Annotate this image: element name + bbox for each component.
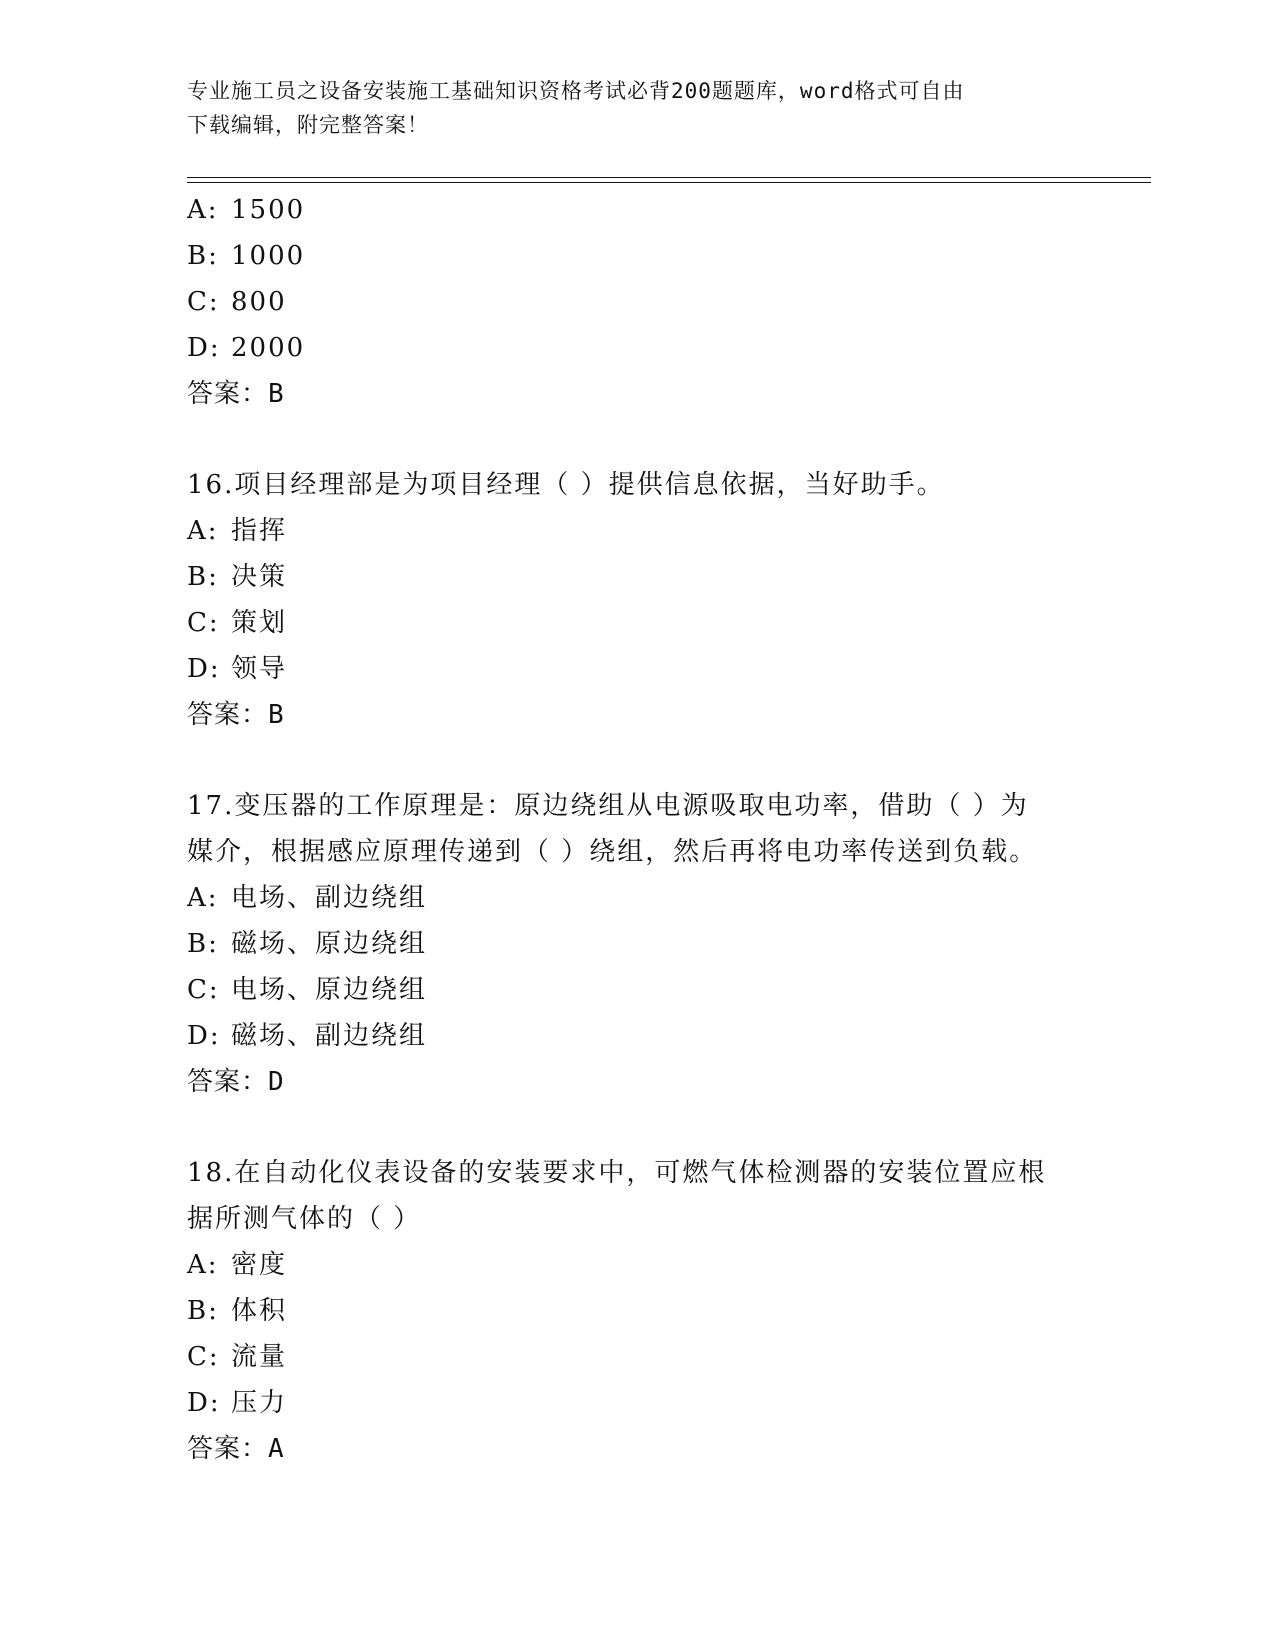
option-text: 1500 bbox=[231, 195, 306, 225]
question-17 bbox=[187, 783, 1087, 1105]
option-a bbox=[187, 875, 1087, 921]
option-key: C: bbox=[187, 975, 220, 1005]
document-header bbox=[187, 74, 1067, 142]
question-stem: 16.项目经理部是为项目经理（ ）提供信息依据，当好助手。 bbox=[187, 470, 945, 500]
answer-line: 答案：B bbox=[187, 700, 285, 730]
option-b bbox=[187, 233, 1087, 279]
header-line-1: 专业施工员之设备安装施工基础知识资格考试必背200题题库，word格式可自由 bbox=[187, 79, 965, 103]
option-d bbox=[187, 646, 1087, 692]
spacer bbox=[187, 738, 1087, 783]
option-text: 策划 bbox=[231, 608, 288, 638]
option-text: 决策 bbox=[231, 562, 288, 592]
option-text: 压力 bbox=[231, 1388, 288, 1418]
question-16 bbox=[187, 462, 1087, 738]
answer-line: 答案：A bbox=[187, 1434, 285, 1464]
option-key: B: bbox=[187, 929, 219, 959]
option-b bbox=[187, 554, 1087, 600]
header-line-2: 下载编辑，附完整答案！ bbox=[187, 113, 429, 137]
option-text: 流量 bbox=[231, 1342, 288, 1372]
option-d bbox=[187, 325, 1087, 371]
option-text: 领导 bbox=[231, 654, 288, 684]
question-18 bbox=[187, 1150, 1087, 1472]
question-list bbox=[187, 187, 1087, 1472]
answer-line: 答案：D bbox=[187, 1067, 285, 1097]
option-key: D: bbox=[187, 1388, 221, 1418]
option-c bbox=[187, 279, 1087, 325]
option-text: 2000 bbox=[231, 333, 306, 363]
option-key: A: bbox=[187, 516, 219, 546]
option-text: 电场、原边绕组 bbox=[231, 975, 428, 1005]
option-d bbox=[187, 1013, 1087, 1059]
option-key: A: bbox=[187, 195, 219, 225]
option-key: A: bbox=[187, 883, 219, 913]
answer-line: 答案：B bbox=[187, 379, 285, 409]
option-key: D: bbox=[187, 654, 221, 684]
option-key: B: bbox=[187, 1296, 219, 1326]
option-key: B: bbox=[187, 241, 219, 271]
spacer bbox=[187, 417, 1087, 462]
question-stem-line-1: 18.在自动化仪表设备的安装要求中，可燃气体检测器的安装位置应根 bbox=[187, 1158, 1047, 1188]
header-divider-bottom bbox=[187, 182, 1151, 183]
option-key: C: bbox=[187, 287, 220, 317]
option-key: B: bbox=[187, 562, 219, 592]
option-c bbox=[187, 967, 1087, 1013]
question-stem-line-1: 17.变压器的工作原理是：原边绕组从电源吸取电功率，借助（ ）为 bbox=[187, 791, 1029, 821]
option-a bbox=[187, 1242, 1087, 1288]
option-text: 指挥 bbox=[231, 516, 288, 546]
option-d bbox=[187, 1380, 1087, 1426]
option-text: 1000 bbox=[231, 241, 306, 271]
question-15 bbox=[187, 187, 1087, 417]
option-key: C: bbox=[187, 608, 220, 638]
header-divider-top bbox=[187, 177, 1151, 178]
option-key: D: bbox=[187, 333, 221, 363]
spacer bbox=[187, 1105, 1087, 1150]
option-key: C: bbox=[187, 1342, 220, 1372]
option-text: 密度 bbox=[231, 1250, 288, 1280]
option-a bbox=[187, 187, 1087, 233]
question-stem-line-2: 据所测气体的（ ） bbox=[187, 1204, 422, 1234]
option-text: 体积 bbox=[231, 1296, 288, 1326]
option-text: 800 bbox=[231, 287, 287, 317]
option-text: 电场、副边绕组 bbox=[231, 883, 428, 913]
option-text: 磁场、副边绕组 bbox=[231, 1021, 428, 1051]
option-c bbox=[187, 600, 1087, 646]
option-text: 磁场、原边绕组 bbox=[231, 929, 428, 959]
question-stem-line-2: 媒介，根据感应原理传递到（ ）绕组，然后再将电功率传送到负载。 bbox=[187, 837, 1038, 867]
option-key: A: bbox=[187, 1250, 219, 1280]
option-key: D: bbox=[187, 1021, 221, 1051]
option-c bbox=[187, 1334, 1087, 1380]
option-b bbox=[187, 1288, 1087, 1334]
option-b bbox=[187, 921, 1087, 967]
option-a bbox=[187, 508, 1087, 554]
